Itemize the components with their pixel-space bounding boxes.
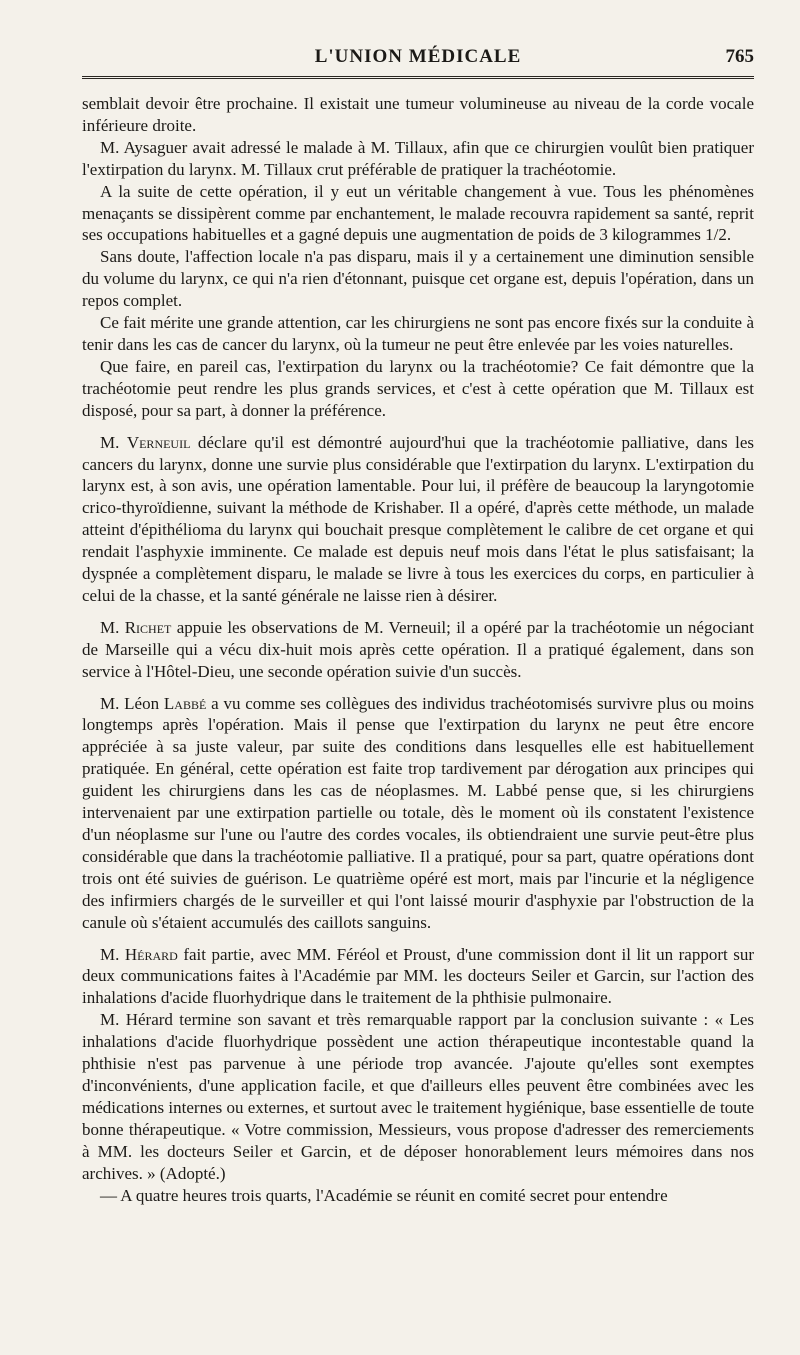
paragraph-continuation: semblait devoir être prochaine. Il existait une tumeur volumineuse au niveau de la corde vocale inférieure droite. [82, 94, 754, 135]
paragraph-text: appuie les observations de M. Verneuil; il a opéré par la trachéotomie un négociant de Marseille qui a vécu dix-huit mois après cette opération. Il a pratiqué également, dans son service à l'Hôtel-Dieu, une seconde opération suivie d'un succès. [82, 617, 754, 681]
page-header [82, 44, 754, 78]
paragraph-text: déclare qu'il est démontré aujourd'hui que la trachéotomie palliative, dans les cancers du larynx, donne une survie plus considérable que l'extirpation du larynx. L'extirpation du larynx est, à son avis, une opération lamentable. Pour lui, il préfère de beaucoup la laryngotomie crico-thyroïdienne, suivant la méthode de Krishaber. Il a opéré, d'après cette méthode, un malade atteint d'épithélioma du larynx qui bouchait presque complètement le calibre de cet organe et qui rendait l'asphyxie imminente. Ce malade est depuis neuf mois dans l'état le plus satisfaisant; la dyspnée a complètement disparu, le malade se livre à tous les exercices du corps, en particulier à celui de la chasse, et la santé générale ne laisse rien à désirer. [82, 432, 754, 605]
speaker-name: Verneuil [126, 432, 191, 452]
speaker-name: Hérard [124, 944, 178, 964]
paragraph-operation-result: A la suite de cette opération, il y eut un véritable changement à vue. Tous les phénomènes menaçants se dissipèrent comme par enchantement, le malade recouvra rapidement sa santé, reprit ses occupations habituelles et a gagné depuis une augmentation de poids de 3 kilogrammes 1/2. [82, 181, 754, 245]
speaker-name: Labbé [163, 693, 207, 713]
paragraph-text: fait partie, avec MM. Féréol et Proust, d'une commission dont il lit un rapport sur deux communications faites à l'Académie par MM. les docteurs Seiler et Garcin, sur l'action des inhalations d'acide fluorhydrique dans le traitement de la phthisie pulmonaire. [82, 944, 754, 1008]
paragraph-aysaguer: M. Aysaguer avait adressé le malade à M. Tillaux, afin que ce chirurgien voulût bien pratiquer l'extirpation du larynx. M. Tillaux crut préférable de pratiquer la trachéotomie. [82, 137, 754, 179]
speaker-name: Richet [124, 617, 172, 637]
speaker-prefix: Léon [124, 693, 164, 713]
paragraph-verneuil: M. Verneuil déclare qu'il est démontré aujourd'hui que la trachéotomie palliative, dans les cancers du larynx, donne une survie plus considérable que l'extirpation du larynx. L'extirpation du larynx est, à son avis, une opération lamentable. Pour lui, il préfère de beaucoup la laryngotomie crico-thyroïdienne, suivant la méthode de Krishaber. Il a opéré, d'après cette méthode, un malade atteint d'épithélioma du larynx qui bouchait presque complètement le calibre de cet organe et qui rendait l'asphyxie imminente. Ce malade est depuis neuf mois dans l'état le plus satisfaisant; la dyspnée a complètement disparu, le malade se livre à tous les exercices du corps, en particulier à celui de la chasse, et la santé générale ne laisse rien à désirer. [82, 432, 754, 605]
paragraph-labbe: M. Léon Labbé a vu comme ses collègues des individus trachéotomisés survivre plus ou moins longtemps après l'opération. Mais il pense que l'extirpation du larynx ne peut être encore appréciée à sa juste valeur, par suite des conditions dans lesquelles elle est habituellement pratiquée. En général, cette opération est faite trop tardivement par dérogation aux principes qui guident les chirurgiens dans les cas de néoplasmes. M. Labbé pense que, si les chirurgiens intervenaient par une extirpation partielle ou totale, dès le moment où ils constatent l'existence d'un néoplasme sur l'une ou l'autre des cordes vocales, ils obtiendraient une survie peut-être plus considérable que dans la trachéotomie palliative. Il a pratiqué, pour sa part, quatre opérations dont trois ont été suivies de guérison. Le quatrième opéré est mort, mais par l'incurie et la négligence des infirmiers chargés de le surveiller et qui l'ont laissé mourir d'asphyxie par l'obstruction de la canule où s'étaient accumulés des caillots sanguins. [82, 693, 754, 932]
paragraph-text: a vu comme ses collègues des individus trachéotomisés survivre plus ou moins longtemps après l'opération. Mais il pense que l'extirpation du larynx ne peut être encore appréciée à sa juste valeur, par suite des conditions dans lesquelles elle est habituellement pratiquée. En général, cette opération est faite trop tardivement par dérogation aux principes qui guident les chirurgiens dans les cas de néoplasmes. M. Labbé pense que, si les chirurgiens intervenaient par une extirpation partielle ou totale, dès le moment où ils constatent l'existence d'un néoplasme sur l'une ou l'autre des cordes vocales, ils obtiendraient une survie peut-être plus considérable que dans la trachéotomie palliative. Il a pratiqué, pour sa part, quatre opérations dont trois ont été suivies de guérison. Le quatrième opéré est mort, mais par l'incurie et la négligence des infirmiers chargés de le surveiller et qui l'ont laissé mourir d'asphyxie par l'obstruction de la canule où s'étaient accumulés des caillots sanguins. [82, 693, 754, 932]
paragraph-question: Que faire, en pareil cas, l'extirpation du larynx ou la trachéotomie? Ce fait démontre que la trachéotomie peut rendre les plus grands services, et c'est à cette opération que M. Tillaux est disposé, pour sa part, à donner la préférence. [82, 356, 754, 420]
paragraph-herard: M. Hérard fait partie, avec MM. Féréol et Proust, d'une commission dont il lit un rapport sur deux communications faites à l'Académie par MM. les docteurs Seiler et Garcin, sur l'action des inhalations d'acide fluorhydrique dans le traitement de la phthisie pulmonaire. [82, 944, 754, 1008]
article-body [82, 93, 754, 1206]
paragraph-local-affection: Sans doute, l'affection locale n'a pas disparu, mais il y a certainement une diminution sensible du volume du larynx, ce qui n'a rien d'étonnant, puisque cet organe est, depuis l'opération, dans un repos complet. [82, 247, 754, 311]
page-number: 765 [725, 46, 754, 67]
header-rule [82, 76, 754, 79]
paragraph-secret-committee: — A quatre heures trois quarts, l'Académie se réunit en comité secret pour entendre [100, 1185, 668, 1205]
paragraph-herard-conclusion: M. Hérard termine son savant et très remarquable rapport par la conclusion suivante : « Les inhalations d'acide fluorhydrique possèdent une action thérapeutique incontestable quand la phthisie n'est pas parvenue à une période trop avancée. J'ajoute qu'elles sont exemptes d'inconvénients, d'une application facile, et que d'ailleurs elles peuvent être combinées avec les médications internes ou externes, et surtout avec le traitement hygiénique, base essentielle de toute bonne thérapeutique. « Votre commission, Messieurs, vous propose d'adresser des remerciements à MM. les docteurs Seiler et Garcin, et de déposer honorablement leurs mémoires dans nos archives. » (Adopté.) [82, 1010, 754, 1183]
paragraph-richet: M. Richet appuie les observations de M. Verneuil; il a opéré par la trachéotomie un négociant de Marseille qui a vécu dix-huit mois après cette opération. Il a pratiqué également, dans son service à l'Hôtel-Dieu, une seconde opération suivie d'un succès. [82, 617, 754, 681]
running-title: L'UNION MÉDICALE [314, 46, 522, 67]
paragraph-attention: Ce fait mérite une grande attention, car les chirurgiens ne sont pas encore fixés sur la conduite à tenir dans les cas de cancer du larynx, où la tumeur ne peut être enlevée par les voies naturelles. [82, 313, 754, 354]
